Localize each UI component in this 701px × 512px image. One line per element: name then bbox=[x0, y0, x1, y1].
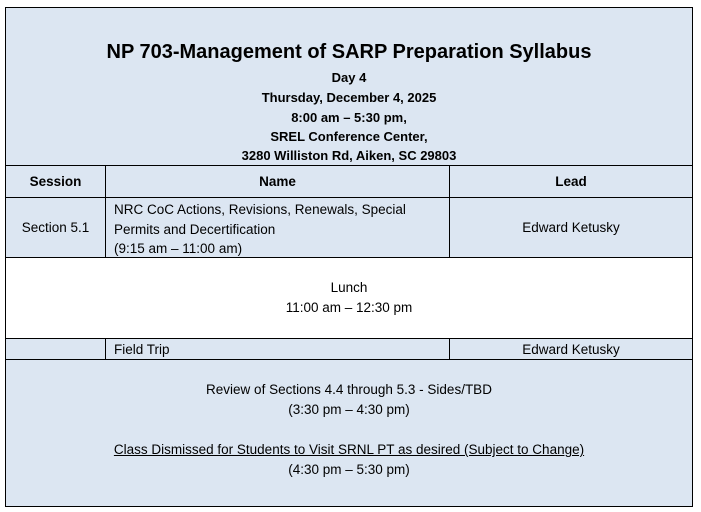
col-header-name: Name bbox=[106, 166, 450, 197]
column-headers bbox=[6, 166, 692, 198]
syllabus-table bbox=[5, 7, 693, 507]
name-time: (9:15 am – 11:00 am) bbox=[114, 241, 243, 256]
syllabus-header bbox=[6, 8, 692, 166]
name-line: Permits and Decertification bbox=[114, 221, 276, 237]
name-line: NRC CoC Actions, Revisions, Renewals, Special bbox=[114, 202, 406, 217]
review-label: Review of Sections 4.4 through 5.3 - Sides/TBD bbox=[206, 382, 492, 397]
name-cell: Field Trip bbox=[106, 339, 450, 359]
table-row-section-5-1 bbox=[6, 198, 692, 258]
review-row bbox=[6, 360, 692, 506]
review-time: (3:30 pm – 4:30 pm) bbox=[288, 402, 410, 417]
venue-label: SREL Conference Center, bbox=[270, 129, 428, 144]
session-cell: Section 5.1 bbox=[6, 198, 106, 257]
session-cell-empty bbox=[6, 339, 106, 359]
name-cell bbox=[106, 198, 450, 257]
col-header-lead: Lead bbox=[555, 174, 587, 189]
dismissed-time: (4:30 pm – 5:30 pm) bbox=[288, 462, 410, 477]
syllabus-title: NP 703-Management of SARP Preparation Syllabus bbox=[106, 41, 592, 63]
lunch-time: 11:00 am – 12:30 pm bbox=[285, 300, 413, 315]
col-header-session: Session bbox=[6, 166, 106, 197]
day-label: Day 4 bbox=[331, 70, 367, 85]
lunch-label: Lunch bbox=[330, 280, 368, 295]
table-row-field-trip bbox=[6, 339, 692, 360]
lunch-row bbox=[6, 258, 692, 339]
address-label: 3280 Williston Rd, Aiken, SC 29803 bbox=[241, 148, 457, 163]
lead-cell: Edward Ketusky bbox=[522, 220, 620, 235]
dismissed-label: Class Dismissed for Students to Visit SRNL PT as desired (Subject to Change) bbox=[113, 442, 585, 457]
lead-cell: Edward Ketusky bbox=[522, 341, 620, 357]
time-label: 8:00 am – 5:30 pm, bbox=[291, 110, 407, 125]
date-label: Thursday, December 4, 2025 bbox=[261, 90, 437, 105]
